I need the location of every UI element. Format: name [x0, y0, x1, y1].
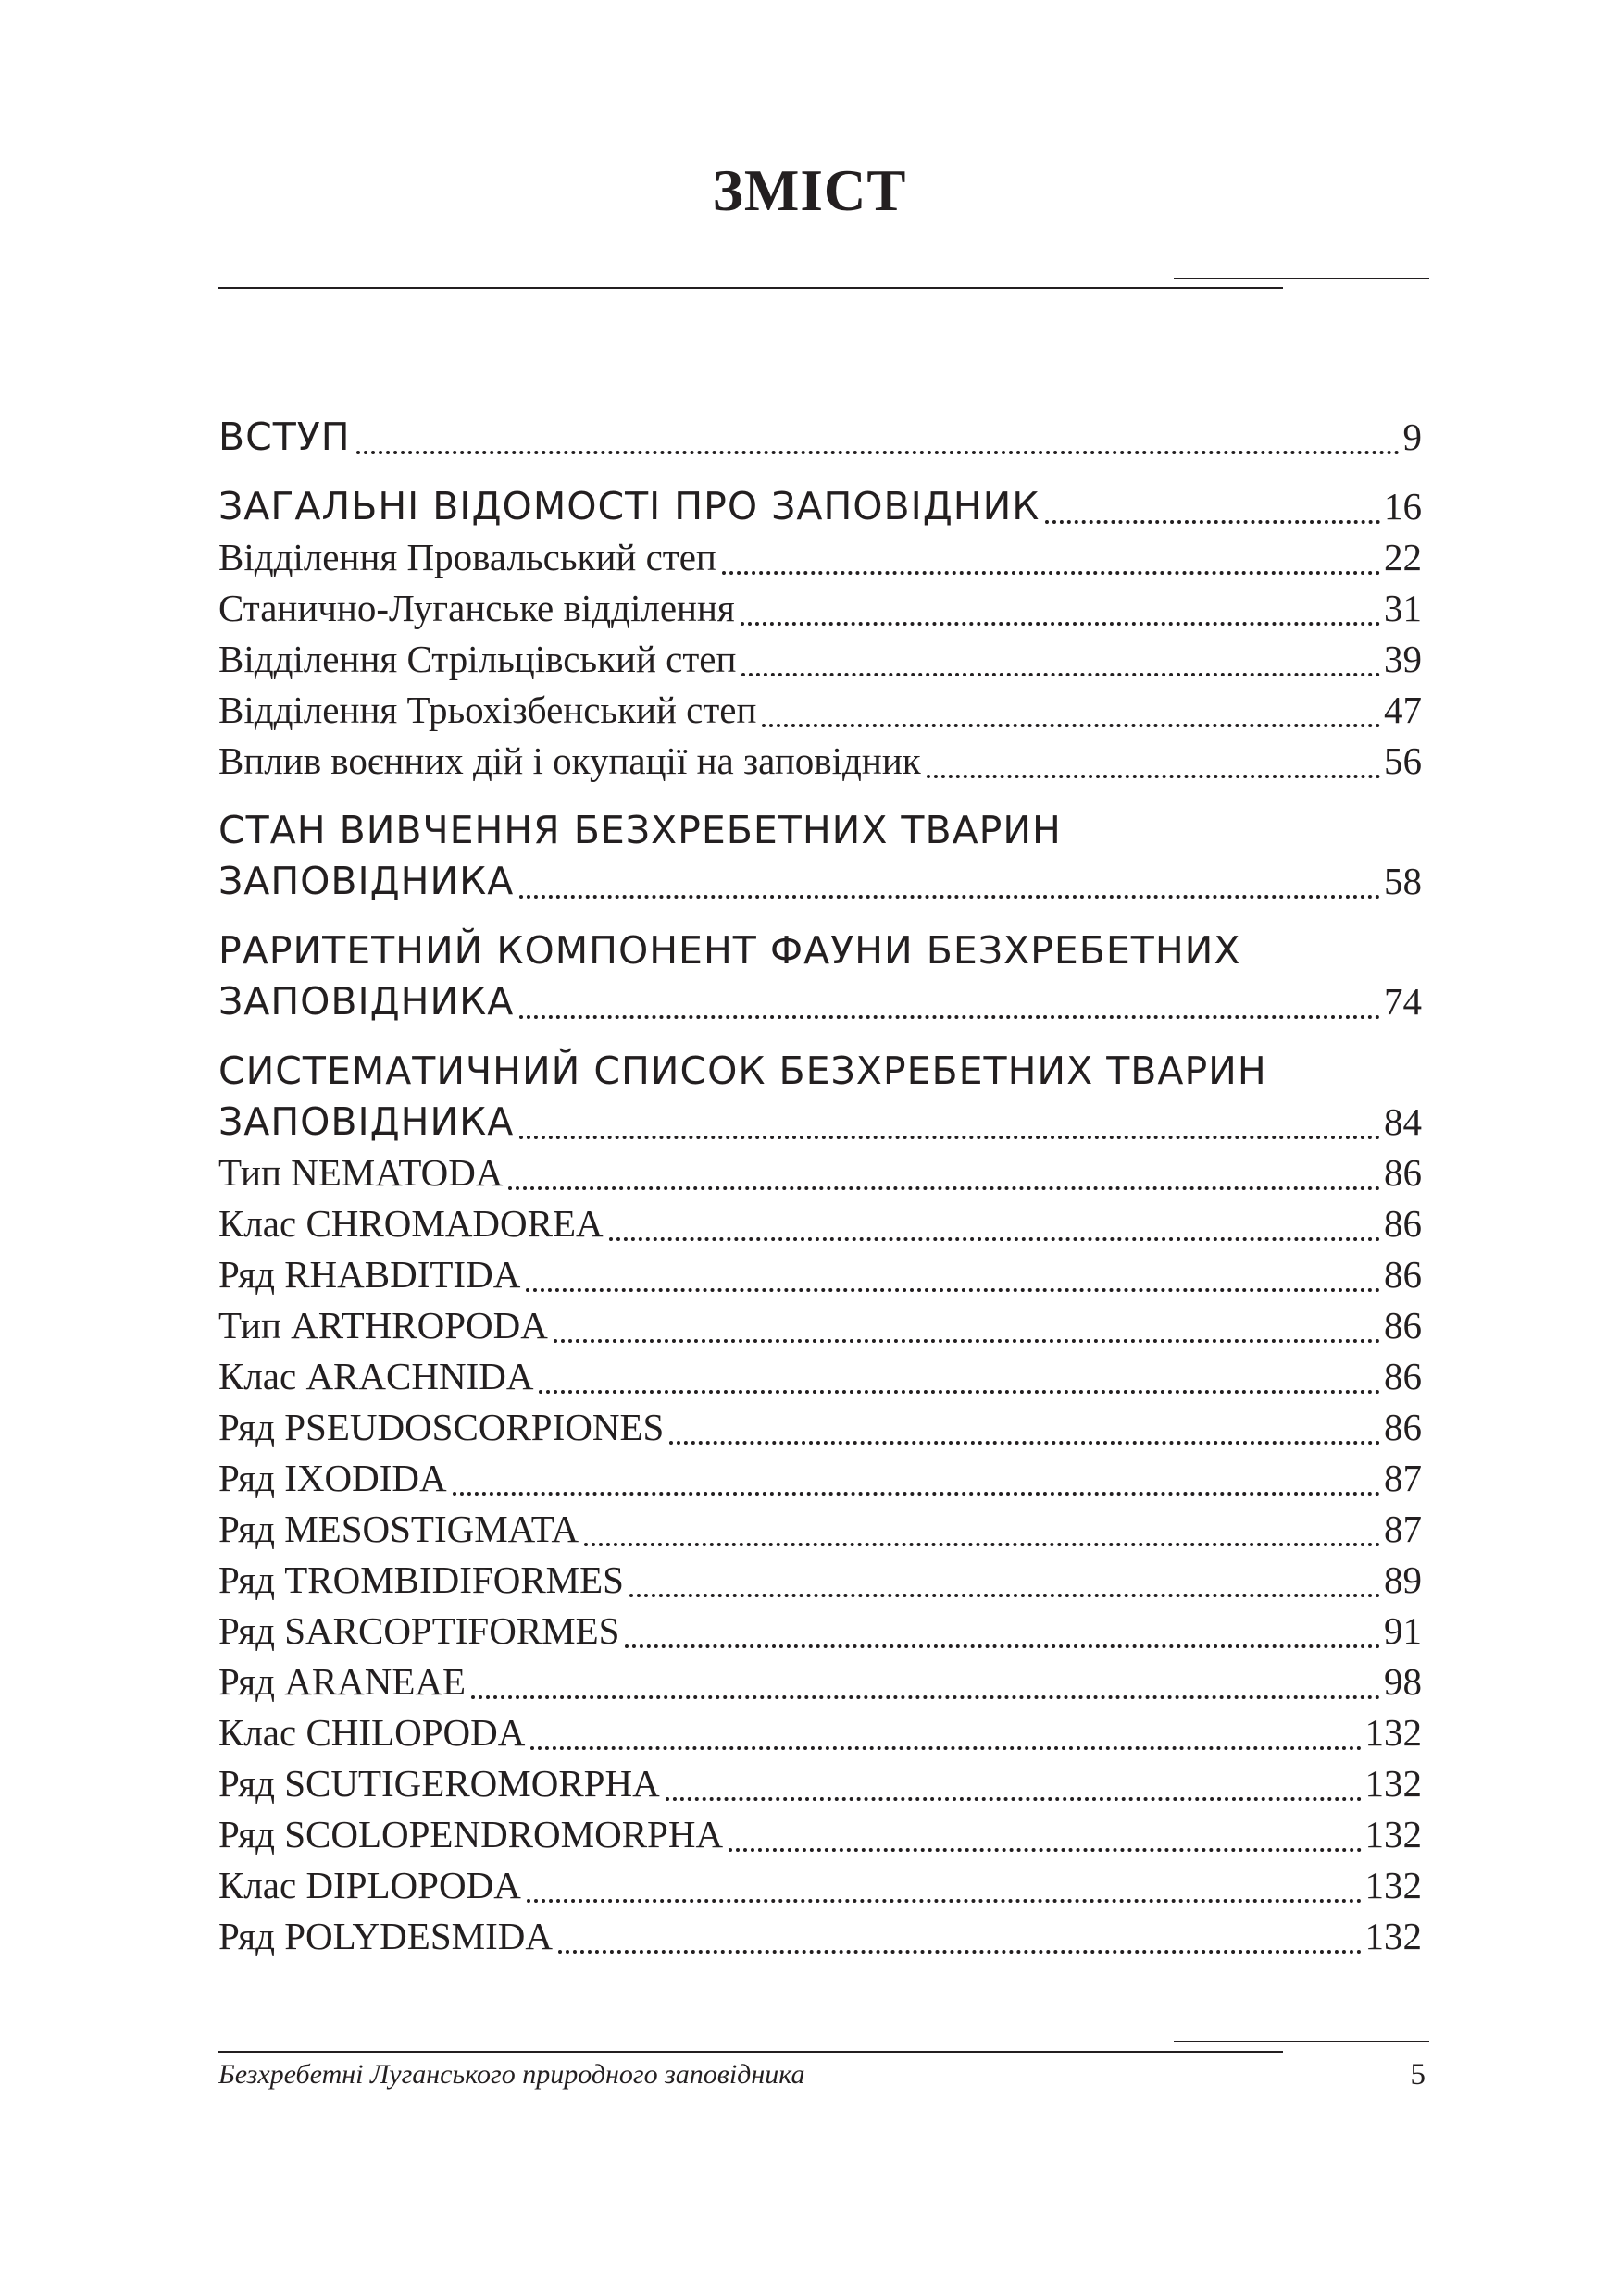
toc-entry-label: Клас DIPLOPODA: [218, 1864, 521, 1906]
footer-book-title: Безхребетні Луганського природного заповідника: [218, 2059, 805, 2090]
toc-entry-page: 74: [1384, 980, 1422, 1023]
toc-entry-label: Ряд TROMBIDIFORMES: [218, 1558, 624, 1601]
toc-entry[interactable]: [218, 583, 1422, 634]
toc-section-heading-line: РАРИТЕТНИЙ КОМПОНЕНТ ФАУНИ БЕЗХРЕБЕТНИХ: [218, 928, 1241, 973]
toc-entry-label: Станично-Луганське відділення: [218, 587, 735, 629]
toc-entry-page: 98: [1384, 1660, 1422, 1703]
toc-entry-page: 31: [1384, 587, 1422, 629]
toc-entry-label: Ряд SARCOPTIFORMES: [218, 1609, 620, 1652]
toc-entry-label: ЗАГАЛЬНІ ВІДОМОСТІ ПРО ЗАПОВІДНИК: [218, 484, 1040, 528]
toc-entry-page: 56: [1384, 739, 1422, 782]
toc-entry[interactable]: [218, 634, 1422, 685]
toc-entry[interactable]: [218, 685, 1422, 736]
toc-entry-label: ЗАПОВІДНИКА: [218, 979, 515, 1024]
toc-entry[interactable]: [218, 1657, 1422, 1707]
toc-entry-page: 86: [1384, 1304, 1422, 1347]
toc-entry[interactable]: [218, 1606, 1422, 1657]
toc-entry-page: 132: [1364, 1711, 1422, 1754]
toc-entry-page: 87: [1384, 1508, 1422, 1550]
dot-leader: [471, 1695, 1380, 1699]
dot-leader: [356, 451, 1400, 454]
toc-entry-page: 132: [1364, 1813, 1422, 1855]
toc-entry[interactable]: [218, 1504, 1422, 1555]
toc-entry-label: Відділення Стрільцівський степ: [218, 638, 737, 680]
dot-leader: [527, 1899, 1362, 1903]
header-rule-short: [1174, 278, 1429, 279]
toc-entry[interactable]: [218, 1707, 1422, 1758]
dot-leader: [519, 1015, 1380, 1019]
dot-leader: [722, 571, 1380, 575]
toc-entry-page: 16: [1384, 485, 1422, 527]
toc-entry-page: 22: [1384, 536, 1422, 578]
dot-leader: [741, 673, 1380, 676]
toc-section-heading-line: СТАН ВИВЧЕННЯ БЕЗХРЕБЕТНИХ ТВАРИН: [218, 808, 1062, 852]
toc-entry-label: Клас CHILOPODA: [218, 1711, 526, 1754]
page-title: ЗМІСТ: [712, 158, 907, 223]
dot-leader: [519, 1136, 1380, 1139]
dot-leader: [453, 1492, 1380, 1496]
footer-rule-long: [218, 2051, 1283, 2053]
toc-entry-label: Ряд POLYDESMIDA: [218, 1915, 553, 1957]
dot-leader: [558, 1950, 1362, 1954]
toc-entry[interactable]: [218, 736, 1422, 787]
toc-gap: [218, 787, 1422, 805]
toc-entry-page: 39: [1384, 638, 1422, 680]
toc-entry-page: 47: [1384, 689, 1422, 731]
toc-entry-label: Ряд SCUTIGEROMORPHA: [218, 1762, 660, 1805]
toc-entry-label: Ряд ARANEAE: [218, 1660, 467, 1703]
header-rule-long: [218, 287, 1283, 289]
toc-entry[interactable]: [218, 1453, 1422, 1504]
toc-entry-label: Ряд SCOLOPENDROMORPHA: [218, 1813, 724, 1855]
toc-entry-label: Клас CHROMADOREA: [218, 1202, 604, 1245]
toc-entry-page: 132: [1364, 1864, 1422, 1906]
toc-entry-page: 86: [1384, 1355, 1422, 1397]
toc-entry[interactable]: [218, 1249, 1422, 1300]
toc-entry-label: Ряд RHABDITIDA: [218, 1253, 521, 1296]
toc-entry[interactable]: [218, 1809, 1422, 1860]
toc-section[interactable]: [218, 1097, 1422, 1148]
dot-leader: [625, 1644, 1380, 1648]
toc-entry-label: Вплив воєнних дій і окупації на заповідник: [218, 739, 921, 782]
toc-entry-page: 9: [1402, 416, 1422, 458]
toc-entry-label: Відділення Трьохізбенський степ: [218, 689, 757, 731]
dot-leader: [526, 1288, 1380, 1292]
toc-entry-page: 58: [1384, 860, 1422, 902]
dot-leader: [741, 622, 1380, 626]
toc-entry-label: Ряд IXODIDA: [218, 1457, 447, 1499]
toc-section-heading-line: СИСТЕМАТИЧНИЙ СПИСОК БЕЗХРЕБЕТНИХ ТВАРИН: [218, 1049, 1267, 1093]
toc-entry-page: 132: [1364, 1915, 1422, 1957]
dot-leader: [669, 1441, 1380, 1445]
footer-page-number: 5: [1410, 2058, 1426, 2091]
toc-entry[interactable]: [218, 1351, 1422, 1402]
dot-leader: [729, 1848, 1361, 1852]
dot-leader: [762, 724, 1380, 727]
toc-entry-page: 89: [1384, 1558, 1422, 1601]
toc-entry-page: 84: [1384, 1100, 1422, 1143]
footer-rule-short: [1174, 2041, 1429, 2042]
toc-entry-page: 91: [1384, 1609, 1422, 1652]
toc-entry-label: Ряд MESOSTIGMATA: [218, 1508, 579, 1550]
toc-entry-page: 86: [1384, 1253, 1422, 1296]
toc-section[interactable]: [218, 976, 1422, 1027]
toc-entry-label: Відділення Провальський степ: [218, 536, 716, 578]
dot-leader: [1045, 520, 1380, 524]
toc-gap: [218, 463, 1422, 481]
toc-entry[interactable]: [218, 1758, 1422, 1809]
dot-leader: [508, 1186, 1380, 1190]
dot-leader: [927, 775, 1380, 778]
toc-entry[interactable]: [218, 532, 1422, 583]
toc-section[interactable]: [218, 481, 1422, 532]
table-of-contents: [218, 412, 1422, 1962]
toc-entry[interactable]: [218, 1402, 1422, 1453]
toc-section[interactable]: [218, 856, 1422, 907]
toc-entry[interactable]: [218, 1198, 1422, 1249]
toc-entry[interactable]: [218, 1300, 1422, 1351]
toc-entry-label: Клас ARACHNIDA: [218, 1355, 534, 1397]
dot-leader: [584, 1543, 1380, 1546]
toc-entry[interactable]: [218, 1555, 1422, 1606]
toc-entry-page: 132: [1364, 1762, 1422, 1805]
toc-entry-page: 86: [1384, 1406, 1422, 1448]
dot-leader: [609, 1237, 1380, 1241]
toc-entry[interactable]: [218, 1911, 1422, 1962]
toc-entry[interactable]: [218, 1148, 1422, 1198]
toc-gap: [218, 907, 1422, 925]
toc-entry-label: ЗАПОВІДНИКА: [218, 859, 515, 903]
toc-gap: [218, 1027, 1422, 1046]
dot-leader: [519, 895, 1380, 899]
dot-leader: [539, 1390, 1380, 1394]
dot-leader: [554, 1339, 1380, 1343]
toc-entry-label: Тип NEMATODA: [218, 1151, 504, 1194]
toc-section[interactable]: [218, 412, 1422, 463]
toc-entry-label: ЗАПОВІДНИКА: [218, 1099, 515, 1144]
toc-entry-label: ВСТУП: [218, 415, 351, 459]
toc-entry-label: Тип ARTHROPODA: [218, 1304, 548, 1347]
toc-entry-page: 87: [1384, 1457, 1422, 1499]
toc-entry[interactable]: [218, 1860, 1422, 1911]
toc-entry-page: 86: [1384, 1202, 1422, 1245]
dot-leader: [666, 1797, 1362, 1801]
dot-leader: [629, 1594, 1380, 1597]
toc-entry-page: 86: [1384, 1151, 1422, 1194]
toc-entry-label: Ряд PSEUDOSCORPIONES: [218, 1406, 665, 1448]
dot-leader: [530, 1746, 1361, 1750]
